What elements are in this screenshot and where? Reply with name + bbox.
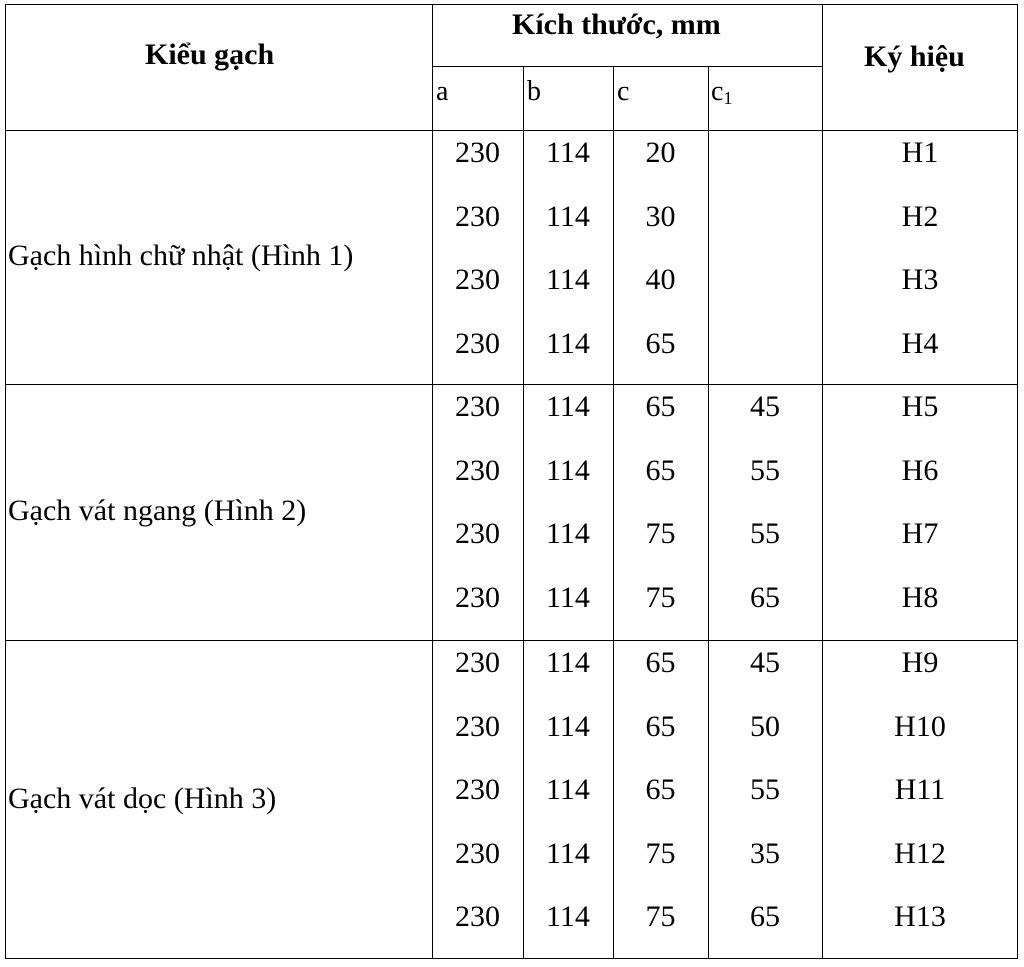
symbol-cell: H10 (894, 709, 946, 743)
header-col-b: b (527, 76, 541, 107)
table-border (5, 384, 1018, 385)
dimension-cell-b: 114 (546, 263, 590, 296)
dimension-cell-a: 230 (455, 580, 500, 614)
dimension-cell-c: 65 (645, 453, 676, 487)
dimension-cell-c1: 65 (750, 900, 780, 933)
header-brick-type: Kiểu gạch (145, 38, 275, 71)
dimension-cell-b: 114 (546, 517, 590, 550)
dimension-cell-c: 40 (645, 263, 676, 296)
dimension-cell-b: 114 (546, 646, 590, 679)
header-col-a: a (436, 76, 449, 107)
dimension-cell-b: 114 (546, 773, 590, 806)
symbol-cell: H1 (901, 136, 939, 169)
dimension-cell-c1: 55 (750, 517, 780, 550)
dimension-cell-a: 230 (455, 136, 500, 169)
dimension-cell-c1: 45 (750, 390, 780, 423)
symbol-cell: H2 (901, 199, 939, 233)
table-border (432, 66, 822, 67)
symbol-cell: H5 (901, 390, 939, 423)
dimension-cell-c1: 35 (750, 836, 780, 870)
dimension-cell-b: 114 (546, 390, 590, 423)
dimension-cell-a: 230 (455, 836, 500, 870)
dimension-cell-a: 230 (455, 517, 500, 550)
dimension-cell-c: 65 (645, 390, 676, 423)
dimension-cell-c1: 55 (750, 453, 780, 487)
dimension-cell-c: 65 (645, 709, 676, 743)
dimension-cell-c1: 45 (750, 646, 780, 679)
symbol-cell: H9 (901, 646, 939, 679)
dimension-cell-c: 75 (645, 900, 676, 933)
dimension-cell-c: 75 (645, 836, 676, 870)
header-col-c: c (617, 76, 630, 107)
dimension-cell-c: 65 (645, 773, 676, 806)
dimension-cell-b: 114 (546, 326, 590, 360)
dimension-cell-a: 230 (455, 199, 500, 233)
dimension-cell-c: 65 (645, 326, 676, 360)
table-border (5, 130, 1018, 131)
dimension-cell-a: 230 (455, 646, 500, 679)
dimension-cell-a: 230 (455, 390, 500, 423)
brick-type-label: Gạch vát dọc (Hình 3) (8, 781, 277, 815)
dimension-cell-c1: 65 (750, 580, 780, 614)
dimension-cell-a: 230 (455, 453, 500, 487)
dimension-cell-c: 65 (645, 646, 676, 679)
symbol-cell: H6 (901, 453, 939, 487)
header-symbol: Ký hiệu (864, 40, 965, 73)
dimension-cell-b: 114 (546, 199, 590, 233)
dimension-cell-a: 230 (455, 773, 500, 806)
dimension-cell-c: 30 (645, 199, 676, 233)
dimension-cell-c: 20 (645, 136, 676, 169)
table-border (5, 640, 1018, 641)
symbol-cell: H8 (901, 580, 939, 614)
dimension-cell-b: 114 (546, 453, 590, 487)
dimension-cell-c1: 50 (750, 709, 780, 743)
dimension-cell-a: 230 (455, 709, 500, 743)
brick-type-label: Gạch vát ngang (Hình 2) (8, 494, 307, 527)
dimension-cell-c: 75 (645, 580, 676, 614)
dimension-cell-b: 114 (546, 900, 590, 933)
symbol-cell: H7 (901, 517, 939, 550)
dimension-cell-b: 114 (546, 136, 590, 169)
table-border (822, 4, 823, 959)
symbol-cell: H12 (894, 836, 946, 870)
header-col-c1: $c_1$ (711, 76, 733, 108)
dimension-cell-b: 114 (546, 836, 590, 870)
header-dimensions: Kích thước, mm (512, 8, 721, 41)
dimension-cell-c1: 55 (750, 773, 780, 806)
dimension-cell-a: 230 (455, 326, 500, 360)
symbol-cell: H4 (901, 326, 939, 360)
dimension-cell-b: 114 (546, 709, 590, 743)
dimension-cell-a: 230 (455, 263, 500, 296)
dimension-cell-b: 114 (546, 580, 590, 614)
symbol-cell: H3 (901, 263, 939, 296)
brick-type-label: Gạch hình chữ nhật (Hình 1) (8, 239, 354, 272)
symbol-cell: H13 (894, 900, 946, 933)
dimension-cell-c: 75 (645, 517, 676, 550)
symbol-cell: H11 (894, 773, 946, 806)
dimension-cell-a: 230 (455, 900, 500, 933)
